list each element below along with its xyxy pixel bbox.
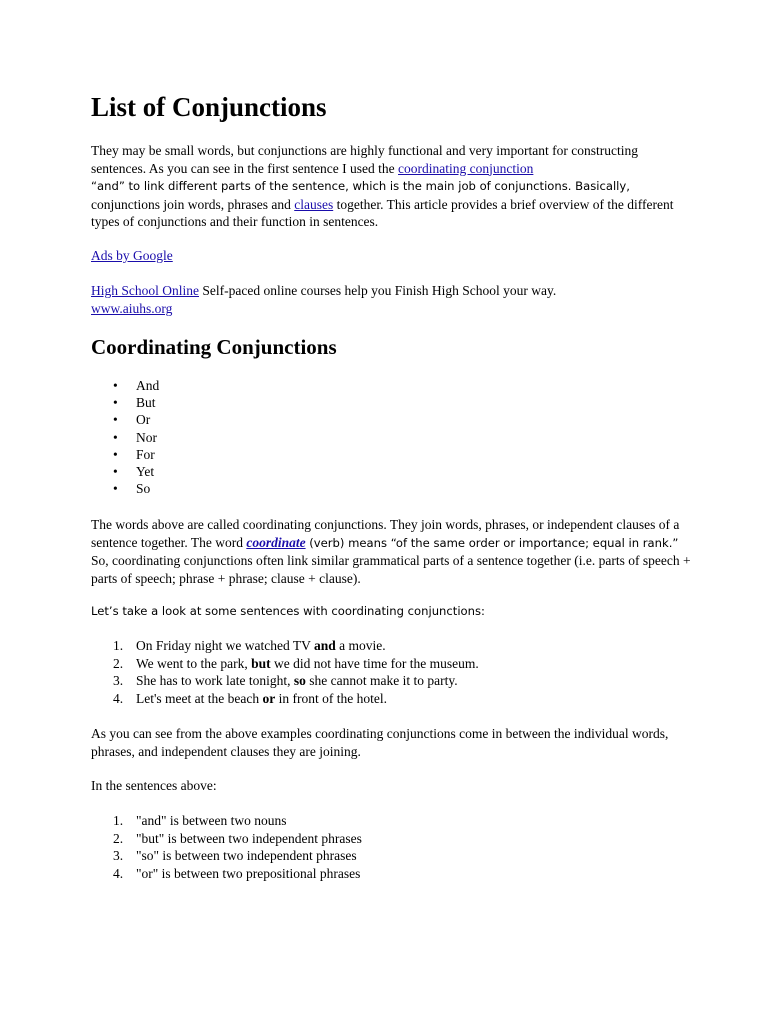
intro-paragraph [91,142,691,231]
list-item: 4. "or" is between two prepositional phrases [113,865,361,881]
coordinate-link[interactable]: coordinate [246,534,306,550]
intro-examples-paragraph: Let’s take a look at some sentences with coordinating conjunctions: [91,604,485,618]
list-item: 2. "but" is between two independent phrases [113,830,362,846]
intro-text-4: together. This article provides a brief overview of the different types of conjunctions and their function in sentences. [91,196,674,229]
list-item: • Yet [91,463,159,480]
list-item: • Nor [91,429,159,446]
ad-title-link[interactable]: High School Online [91,283,199,298]
list-item: • So [91,480,159,497]
example-sentences-list [91,637,479,707]
notes-list [91,812,362,882]
list-item: 1. "and" is between two nouns [113,813,287,828]
list-item: 4. Let's meet at the beach or in front of the hotel. [113,690,387,706]
clauses-link[interactable]: clauses [294,196,334,212]
ads-by-google-link[interactable]: Ads by Google [91,248,173,263]
summary-paragraph: As you can see from the above examples coordinating conjunctions come in between the individual words, phrases, and independent clauses they are joining. [91,726,669,759]
ad-paragraph [91,282,691,317]
list-item: • For [91,446,159,463]
explanation-paragraph [91,516,691,587]
section-heading: Coordinating Conjunctions [91,335,337,359]
intro-text-2: “and” to link different parts of the sentence, which is the main job of conjunctions. Basically, [91,179,630,193]
ad-text: Self-paced online courses help you Finish High School your way. [199,283,557,298]
list-item: 2. We went to the park, but we did not have time for the museum. [113,655,479,671]
list-item: • Or [91,411,159,428]
list-item: 3. "so" is between two independent phrases [113,848,357,863]
ads-label-paragraph [91,247,691,265]
list-item: 3. She has to work late tonight, so she cannot make it to party. [113,673,458,688]
intro-text-3: conjunctions join words, phrases and [91,196,295,212]
para2-text-1: The words above are called coordinating conjunctions. They join words, phrases, or independent clauses of a sentence together. The word [91,517,680,550]
page-title: List of Conjunctions [91,92,327,122]
coordinating-conjunction-link[interactable]: coordinating conjunction [398,160,534,176]
para2-text-3: So, coordinating conjunctions often link similar grammatical parts of a sentence together (i.e. parts of speech + parts of speech; phrase + phrase; clause + clause). [91,553,691,586]
list-item: • But [91,394,159,411]
para2-text-2: (verb) means “of the same order or importance; equal in rank.” [305,535,679,550]
list-item: • And [91,377,159,394]
ad-url-link[interactable]: www.aiuhs.org [91,300,173,316]
intro-text-1: They may be small words, but conjunctions are highly functional and very important for constructing sentences. As you can see in the first sentence I used the [91,143,638,176]
sentences-above-paragraph: In the sentences above: [91,778,217,793]
conjunction-list [91,377,159,497]
list-item: 1. On Friday night we watched TV and a movie. [113,638,386,653]
